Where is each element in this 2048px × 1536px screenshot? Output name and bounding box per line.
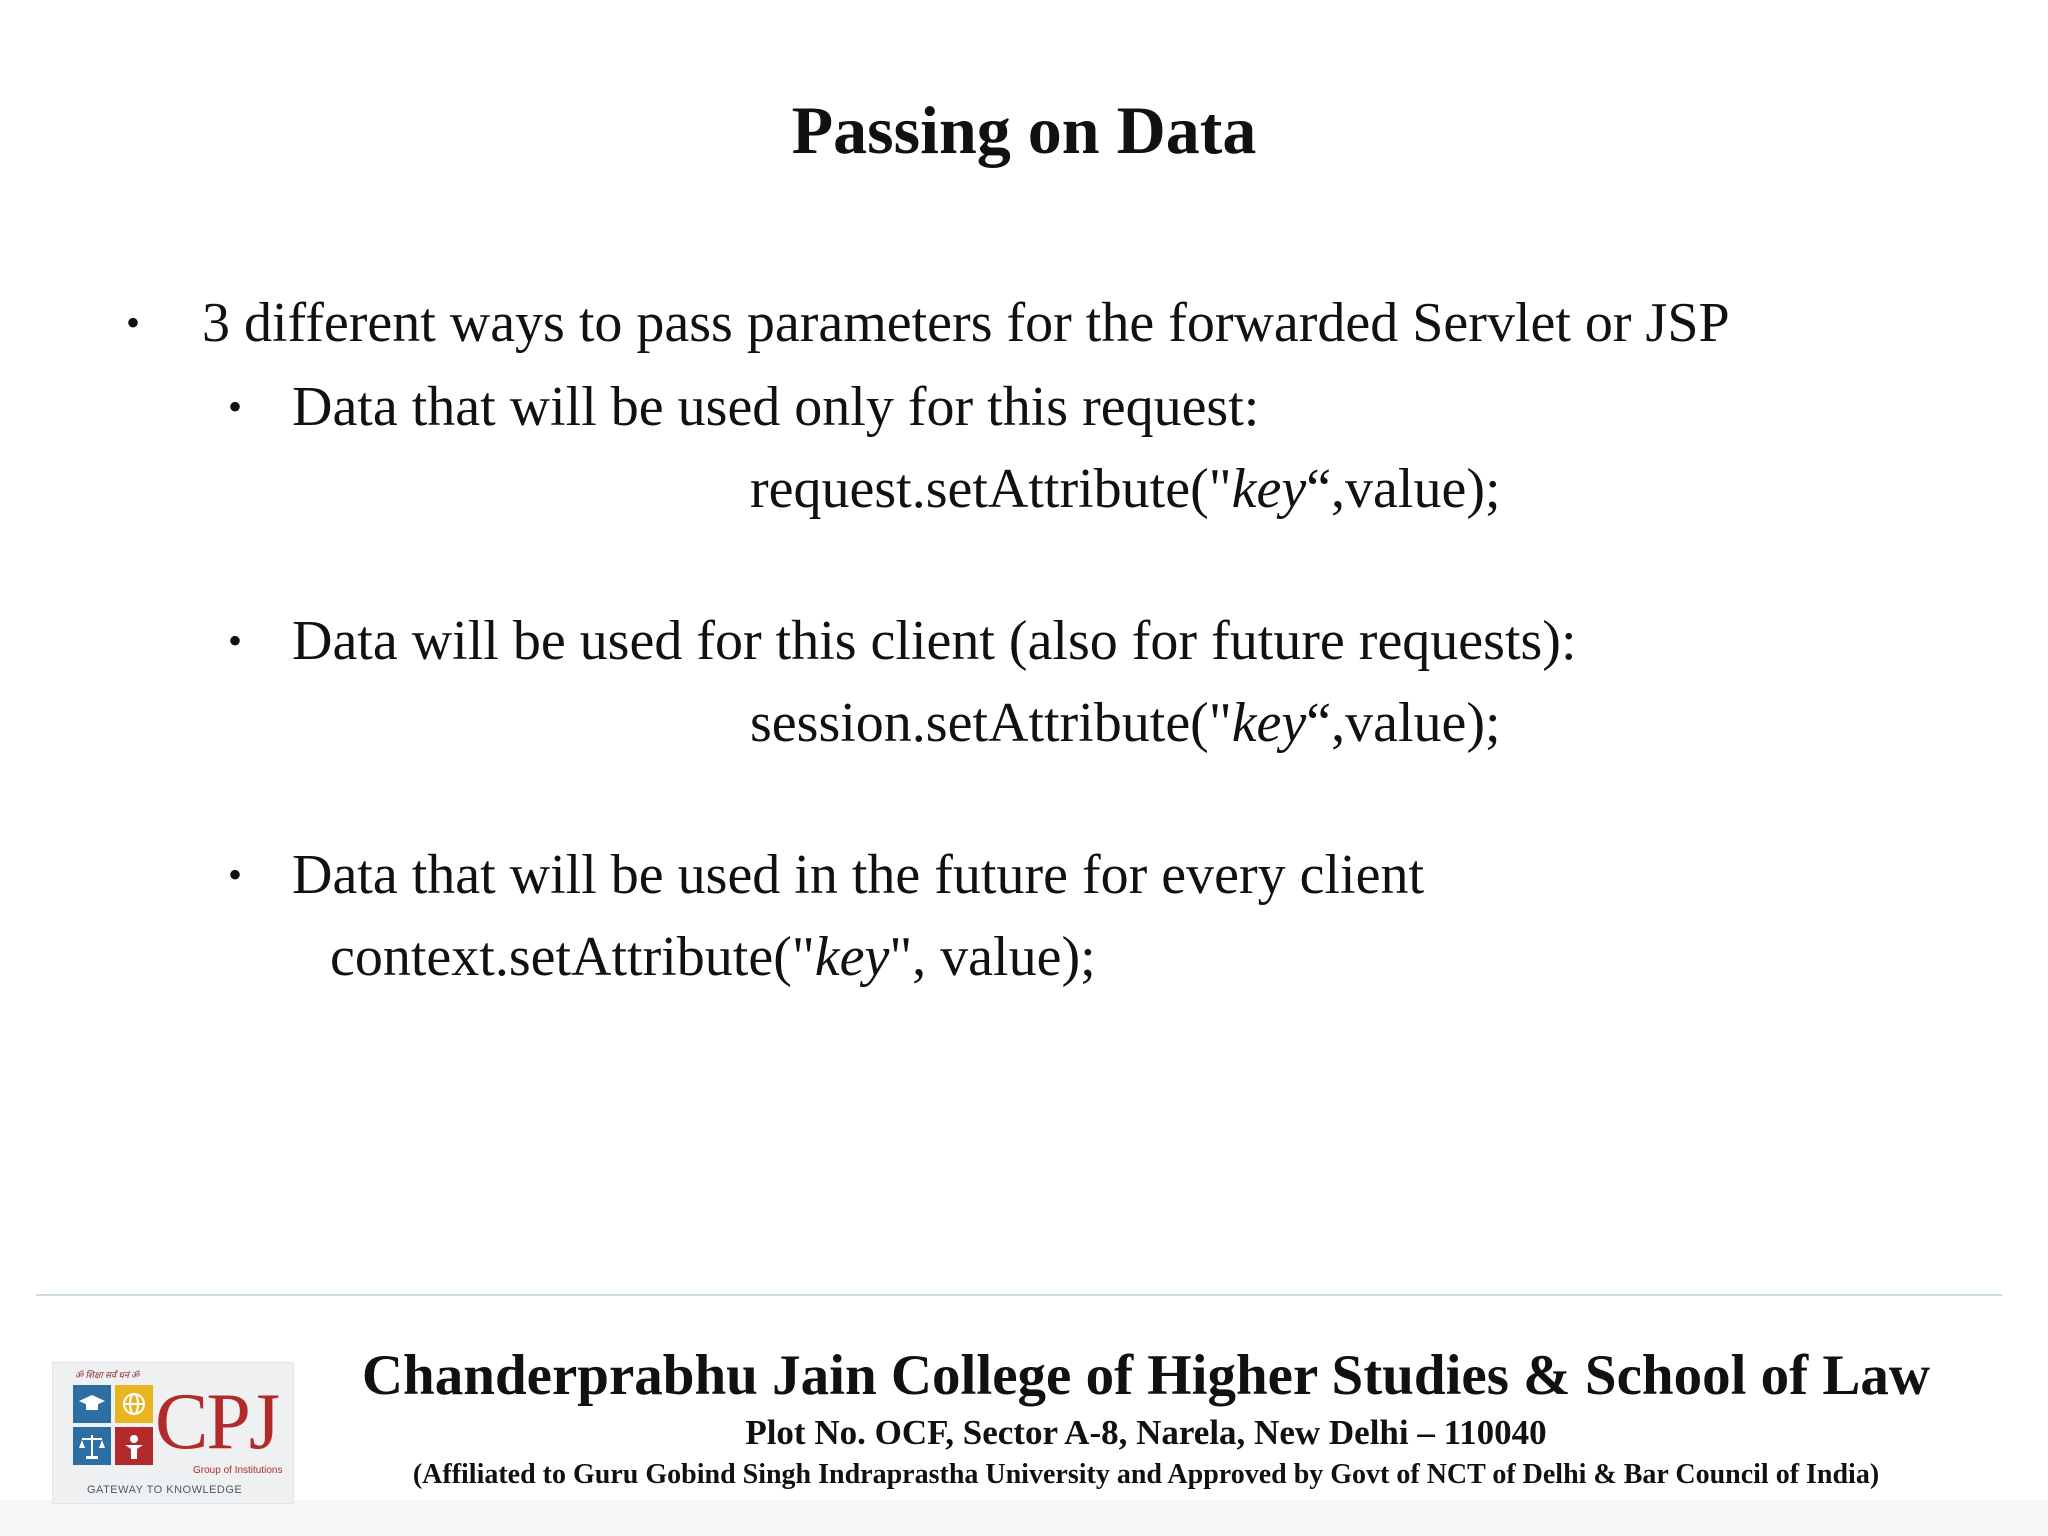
bullet-context-scope: Data that will be used in the future for every client — [292, 844, 1425, 906]
code-key: key — [814, 926, 890, 988]
person-icon — [115, 1427, 153, 1465]
code-suffix: “,value); — [1306, 458, 1501, 520]
code-request-setattribute — [750, 456, 1501, 522]
college-address: Plot No. OCF, Sector A-8, Narela, New Delhi – 110040 — [745, 1413, 1547, 1452]
code-context-setattribute — [330, 924, 1096, 990]
college-name: Chanderprabhu Jain College of Higher Studies & School of Law — [361, 1344, 1931, 1407]
scales-of-justice-icon — [73, 1427, 111, 1465]
slide-title: Passing on Data — [791, 92, 1257, 168]
footer-divider — [36, 1294, 2002, 1296]
college-logo — [52, 1362, 294, 1504]
code-suffix: ", value); — [889, 926, 1096, 988]
code-suffix: “,value); — [1306, 692, 1501, 754]
code-session-setattribute — [750, 690, 1501, 756]
bullet-request-scope: Data that will be used only for this request: — [292, 376, 1260, 438]
bullet-session-scope: Data will be used for this client (also for future requests): — [292, 610, 1577, 672]
code-key: key — [1231, 692, 1307, 754]
footer-band — [0, 1500, 2048, 1536]
globe-icon — [115, 1385, 153, 1423]
logo-tagline: ॐ शिक्षा सर्वं धनं ॐ — [75, 1370, 140, 1380]
logo-abbr: CPJ — [155, 1378, 278, 1466]
code-key: key — [1231, 458, 1307, 520]
logo-quadrant-grid — [73, 1385, 153, 1465]
code-prefix: session.setAttribute(" — [750, 692, 1232, 754]
college-affiliation: (Affiliated to Guru Gobind Singh Indraprastha University and Approved by Govt of NCT of Delhi & Bar Council of India) — [412, 1459, 1880, 1490]
bullet-dot-icon: • — [228, 384, 243, 429]
code-prefix: request.setAttribute(" — [750, 458, 1232, 520]
logo-group-label: Group of Institutions — [193, 1465, 283, 1476]
logo-motto: GATEWAY TO KNOWLEDGE — [87, 1484, 243, 1496]
bullet-dot-icon: • — [228, 618, 243, 663]
code-prefix: context.setAttribute(" — [330, 926, 815, 988]
bullet-dot-icon: • — [126, 300, 141, 345]
graduation-cap-icon — [73, 1385, 111, 1423]
bullet-main: 3 different ways to pass parameters for the forwarded Servlet or JSP — [202, 292, 1730, 354]
bullet-dot-icon: • — [228, 852, 243, 897]
